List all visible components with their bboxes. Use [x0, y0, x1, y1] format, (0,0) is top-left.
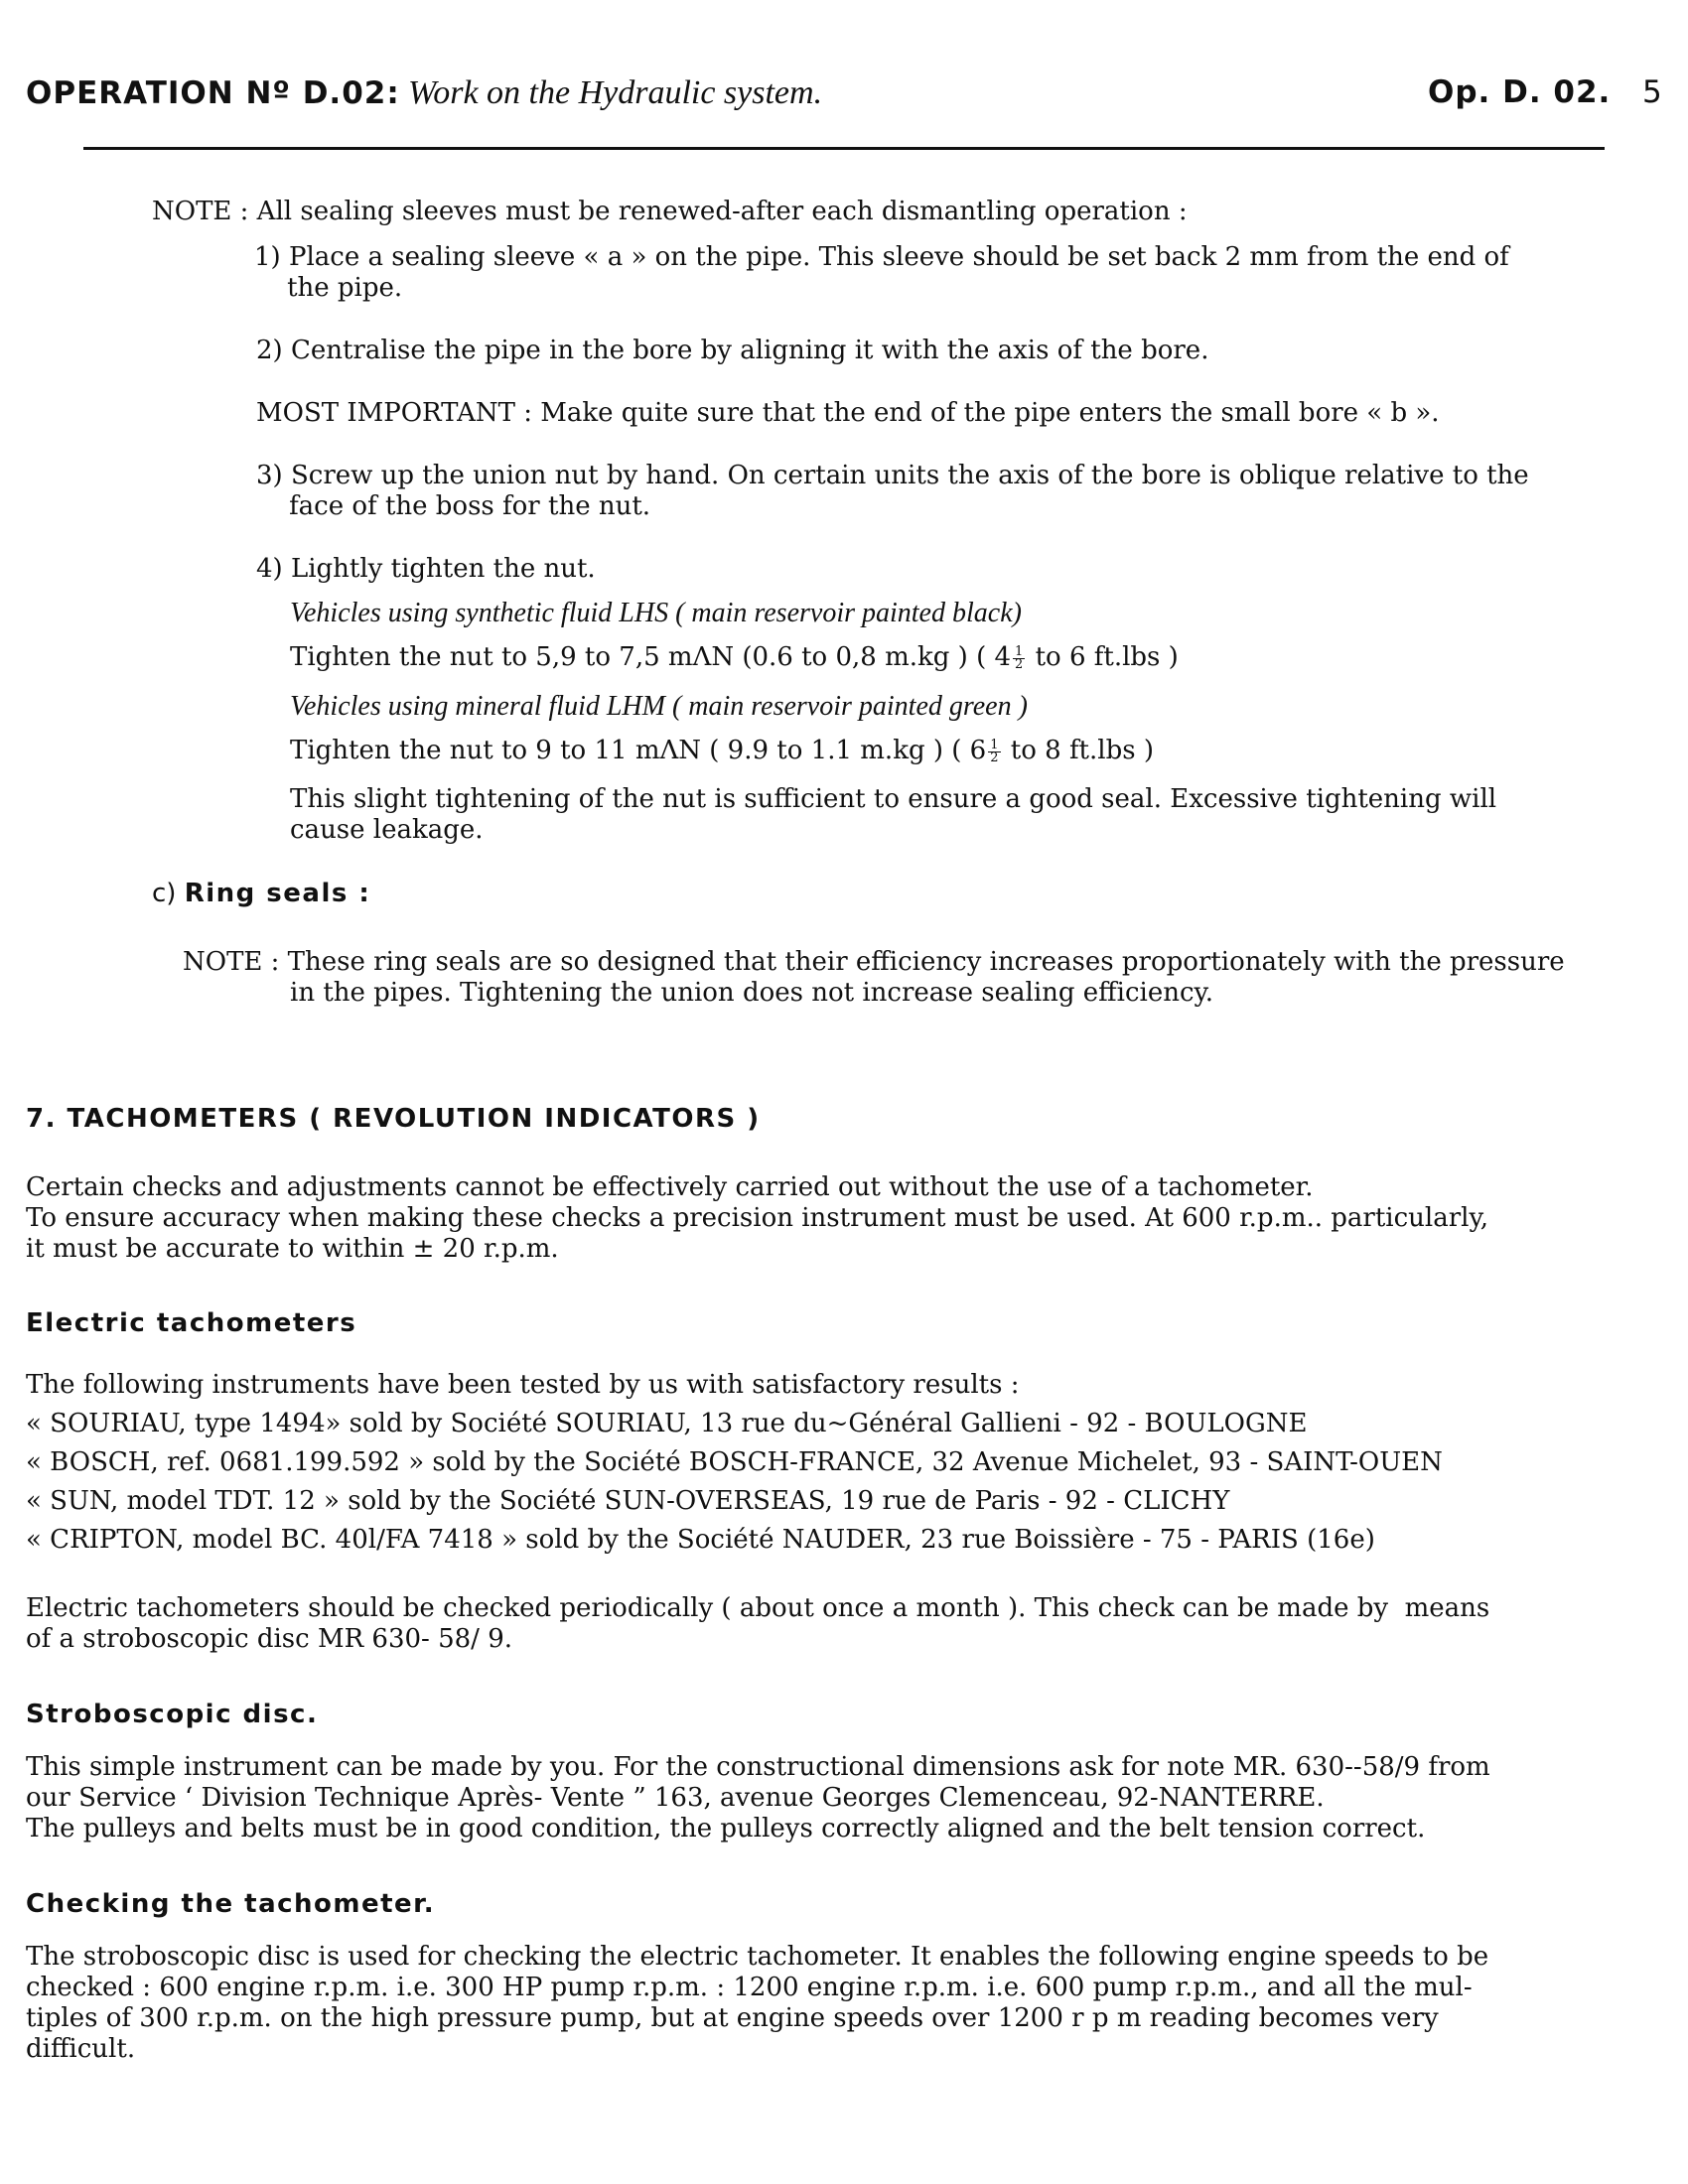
electric-check: Electric tachometers should be checked periodically ( about once a month ). This check can be made by means of a stroboscopic disc MR 630- 58/ 9.	[26, 1593, 1490, 1654]
instrument-item: « SOURIAU, type 1494» sold by Société SOURIAU, 13 rue du~Général Gallieni - 92 - BOULOGNE	[26, 1409, 1308, 1438]
section-7-intro: Certain checks and adjustments cannot be effectively carried out without the use of a tachometer. To ensure accuracy when making these checks a precision instrument must be used. At 600 r.p.m.. particularly, it must be accurate to within ± 20 r.p.m.	[26, 1172, 1488, 1264]
stroboscopic-text: This simple instrument can be made by you. For the constructional dimensions ask for note MR. 630--58/9 from our Service ‘ Division Technique Après- Vente ” 163, avenue Georges Clemenceau, 92-NANTERRE. The pulleys and belts must be in good condition, the pulleys correctly aligned and the belt tension correct.	[26, 1752, 1490, 1843]
step-1: 1) Place a sealing sleeve « a » on the pipe. This sleeve should be set back 2 mm from the end of the pipe.	[254, 242, 1509, 303]
instrument-item: « SUN, model TDT. 12 » sold by the Société SUN-OVERSEAS, 19 rue de Paris - 92 - CLICHY	[26, 1486, 1230, 1516]
note-sealing-sleeves: NOTE : All sealing sleeves must be renewed-after each dismantling operation :	[152, 197, 1188, 226]
ring-seals-prefix: c)	[152, 879, 185, 908]
lhm-torque-text: Tighten the nut to 9 to 11 mΛN ( 9.9 to 1.1 m.kg ) ( 6	[290, 736, 987, 765]
lhs-torque-text-end: to 6 ft.lbs )	[1027, 642, 1179, 672]
operation-ref: Op. D. 02.	[1428, 74, 1612, 110]
electric-intro: The following instruments have been tested by us with satisfactory results :	[26, 1370, 1020, 1400]
operation-number: OPERATION Nº D.02:	[26, 75, 400, 111]
fraction-denominator: 2	[1015, 657, 1024, 672]
instrument-item: « BOSCH, ref. 0681.199.592 » sold by the Société BOSCH-FRANCE, 32 Avenue Michelet, 93 - SAINT-OUEN	[26, 1447, 1443, 1477]
step-4: 4) Lightly tighten the nut.	[256, 554, 596, 584]
instrument-item: « CRIPTON, model BC. 40l/FA 7418 » sold by the Société NAUDER, 23 rue Boissière - 75 - PARIS (16e)	[26, 1525, 1375, 1555]
lhm-heading: Vehicles using mineral fluid LHM ( main reservoir painted green )	[290, 691, 1028, 722]
lhs-heading: Vehicles using synthetic fluid LHS ( main reservoir painted black)	[290, 598, 1022, 628]
most-important-note: MOST IMPORTANT : Make quite sure that the end of the pipe enters the small bore « b ».	[256, 398, 1440, 428]
ring-seals-title: Ring seals :	[184, 879, 371, 908]
electric-tachometers-title: Electric tachometers	[26, 1308, 357, 1338]
fraction-half	[988, 740, 1000, 764]
lhs-torque-text: Tighten the nut to 5,9 to 7,5 mΛN (0.6 to 0,8 m.kg ) ( 4	[290, 642, 1012, 672]
page-number: 5	[1642, 74, 1662, 110]
operation-title: Work on the Hydraulic system.	[408, 74, 823, 111]
fraction-denominator: 2	[990, 751, 999, 765]
fraction-half	[1013, 646, 1025, 671]
header-title-group	[26, 74, 823, 111]
checking-text: The stroboscopic disc is used for checking the electric tachometer. It enables the following engine speeds to be checked : 600 engine r.p.m. i.e. 300 HP pump r.p.m. : 1200 engine r.p.m. i.e. 600 pump r.p.m., and all the mul- tiples of 300 r.p.m. on the high pressure pump, but at engine speeds over 1200 r p m reading becomes very difficult.	[26, 1942, 1489, 2064]
header-rule	[83, 147, 1605, 150]
step-2: 2) Centralise the pipe in the bore by aligning it with the axis of the bore.	[256, 336, 1209, 365]
ring-seals-heading	[152, 879, 370, 909]
lhm-torque-text-end: to 8 ft.lbs )	[1002, 736, 1154, 765]
lhs-torque	[290, 642, 1179, 673]
stroboscopic-title: Stroboscopic disc.	[26, 1700, 319, 1729]
lhm-torque	[290, 736, 1154, 766]
checking-title: Checking the tachometer.	[26, 1889, 436, 1919]
ring-seals-note-cont: in the pipes. Tightening the union does not increase sealing efficiency.	[290, 978, 1214, 1008]
ring-seals-note: NOTE : These ring seals are so designed that their efficiency increases proportionately with the pressure	[183, 947, 1565, 977]
page-header	[26, 74, 1664, 121]
step-3: 3) Screw up the union nut by hand. On certain units the axis of the bore is oblique relative to the face of the boss for the nut.	[256, 461, 1529, 521]
section-7-title: 7. TACHOMETERS ( REVOLUTION INDICATORS )	[26, 1104, 761, 1134]
fraction-numerator: 1	[990, 738, 999, 752]
fraction-numerator: 1	[1015, 644, 1024, 659]
tighten-note: This slight tightening of the nut is sufficient to ensure a good seal. Excessive tightening will cause leakage.	[290, 784, 1497, 845]
